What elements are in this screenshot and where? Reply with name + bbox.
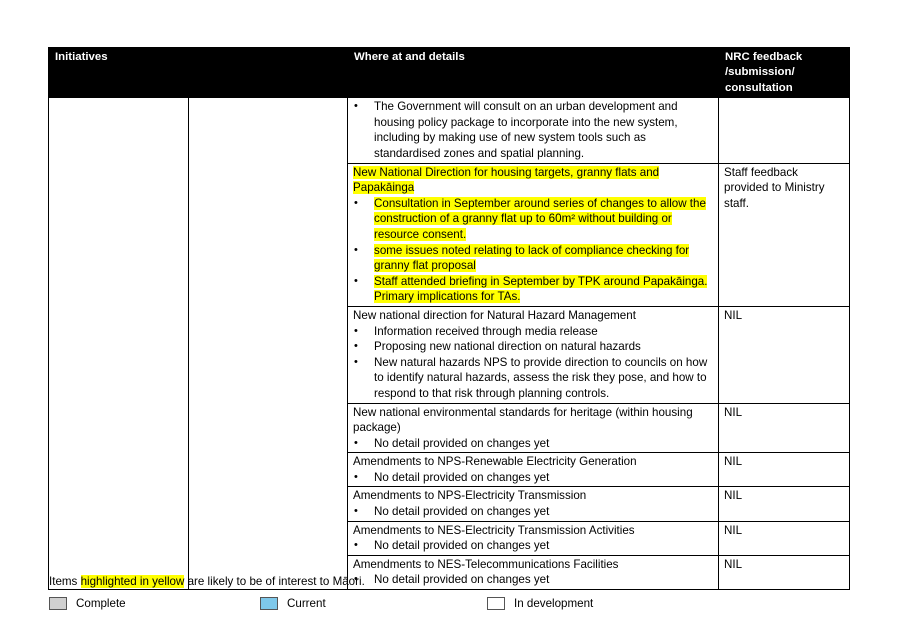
header-initiatives: Initiatives [49, 48, 348, 98]
details-cell [348, 403, 719, 453]
header-where-at-and-details: Where at and details [348, 48, 719, 98]
details-bullet [353, 196, 713, 243]
details-bullet: • No detail provided on changes yet [353, 572, 713, 588]
details-title: New national environmental standards for heritage (within housing package) [353, 405, 693, 435]
feedback-cell [719, 98, 850, 163]
details-bullet: • New natural hazards NPS to provide direction to councils on how to identify natural hazards, assess the risk they pose, and how to respond to that risk through planning controls. [353, 355, 713, 402]
footnote-highlighted-text: highlighted in yellow [80, 575, 185, 588]
in-development-swatch [487, 597, 505, 610]
details-bullet [353, 243, 713, 274]
details-bullet-list [353, 572, 713, 588]
details-title: New national direction for Natural Hazard Management [353, 308, 636, 322]
details-cell [348, 306, 719, 403]
header-feedback-line-1: NRC feedback [725, 51, 803, 63]
highlight-footnote [49, 574, 365, 590]
feedback-cell: NIL [719, 453, 850, 487]
legend-label-complete: Complete [76, 597, 126, 610]
current-swatch [260, 597, 278, 610]
details-bullet: • No detail provided on changes yet [353, 538, 713, 554]
table-row [49, 98, 850, 163]
details-bullet: • No detail provided on changes yet [353, 436, 713, 452]
details-bullet-list [353, 538, 713, 554]
highlighted-text: New National Direction for housing targets, granny flats and Papakāinga [353, 165, 660, 195]
legend-item-in-development [487, 596, 593, 612]
header-feedback-line-3: consultation [725, 81, 793, 94]
details-cell [348, 555, 719, 589]
details-bullet-list [353, 470, 713, 486]
initiative-cell [49, 98, 189, 590]
legend-label-current: Current [287, 597, 326, 610]
details-bullet: • No detail provided on changes yet [353, 470, 713, 486]
details-title: Amendments to NES-Electricity Transmission Activities [353, 523, 635, 537]
header-nrc-feedback [719, 48, 850, 98]
details-bullet-list [353, 99, 713, 161]
details-title: Amendments to NPS-Electricity Transmission [353, 489, 587, 503]
details-cell [348, 453, 719, 487]
legend-label-in-development: In development [514, 597, 594, 610]
details-bullet: • Proposing new national direction on natural hazards [353, 339, 713, 355]
feedback-cell: NIL [719, 555, 850, 589]
details-cell [348, 98, 719, 163]
details-title [353, 165, 713, 196]
initiative-subcell [189, 98, 348, 590]
footnote-text-before: Items [49, 575, 81, 588]
details-bullet: • No detail provided on changes yet [353, 504, 713, 520]
details-bullet: • Information received through media release [353, 324, 713, 340]
feedback-cell: NIL [719, 306, 850, 403]
feedback-cell: NIL [719, 487, 850, 521]
highlighted-text: some issues noted relating to lack of compliance checking for granny flat proposal [374, 243, 690, 273]
feedback-cell: Staff feedback provided to Ministry staff. [719, 163, 850, 306]
details-bullet-list [353, 324, 713, 402]
details-bullet [353, 274, 713, 305]
details-title: Amendments to NPS-Renewable Electricity Generation [353, 455, 637, 469]
details-title: Amendments to NES-Telecommunications Facilities [353, 557, 619, 571]
details-bullet: • The Government will consult on an urban development and housing policy package to incorporate into the new system, including by making use of new system tools such as standardised zones and spatial planning. [353, 99, 713, 161]
details-cell [348, 487, 719, 521]
feedback-cell: NIL [719, 403, 850, 453]
highlighted-text: Staff attended briefing in September by TPK around Papakāinga. Primary implications for TAs. [374, 274, 708, 304]
details-bullet-list [353, 504, 713, 520]
footnote-text-after: are likely to be of interest to Māori. [184, 575, 365, 588]
highlighted-text: Consultation in September around series of changes to allow the construction of a granny flat up to 60m² without building or resource consent. [374, 196, 706, 241]
details-bullet-list [353, 196, 713, 305]
complete-swatch [49, 597, 67, 610]
header-feedback-line-2: /submission/ [725, 66, 795, 79]
legend-item-current [260, 596, 326, 612]
details-cell [348, 163, 719, 306]
feedback-cell: NIL [719, 521, 850, 555]
legend-item-complete [49, 596, 126, 612]
details-cell [348, 521, 719, 555]
initiatives-table [48, 47, 850, 590]
details-bullet-list [353, 436, 713, 452]
status-legend [0, 596, 908, 616]
table-header-row [49, 48, 850, 98]
